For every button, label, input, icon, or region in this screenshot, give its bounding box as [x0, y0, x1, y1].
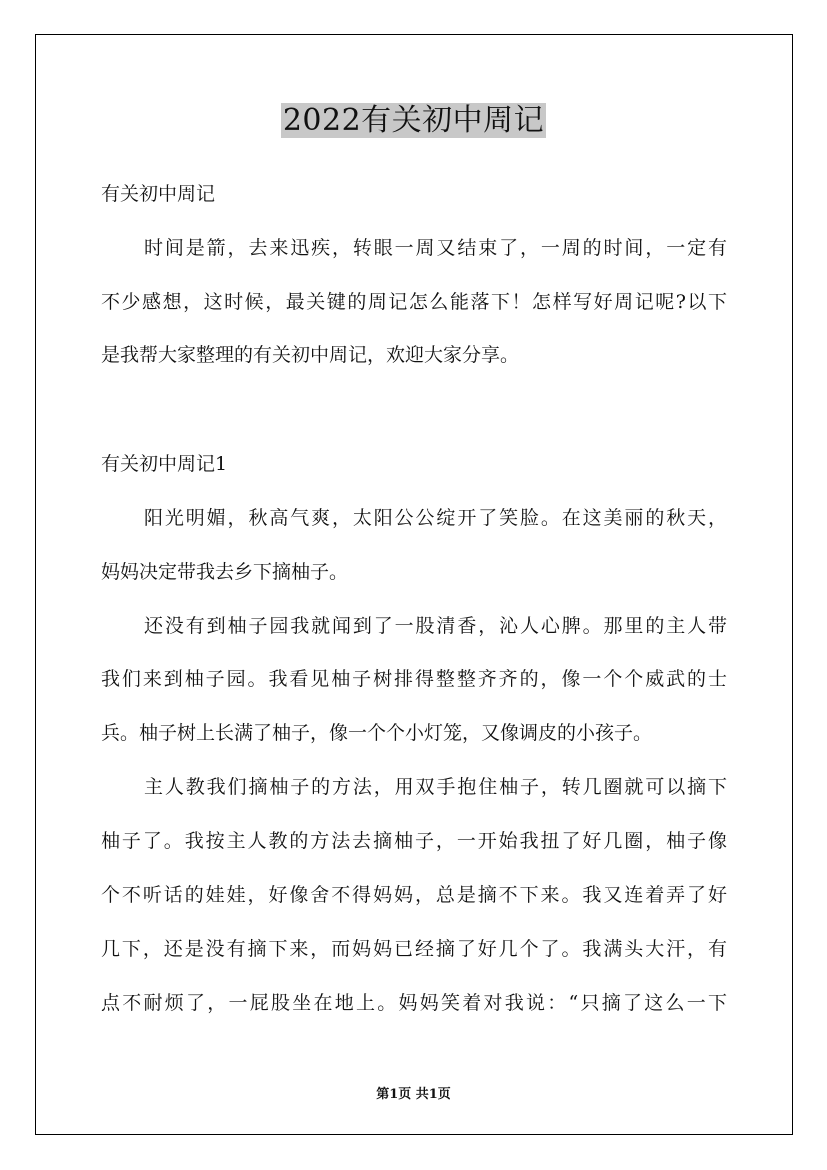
page-number: 第1页 共1页: [376, 1087, 451, 1102]
paragraph-line: 还没有到柚子园我就闻到了一股清香，沁人心脾。那里的主人带: [144, 615, 727, 637]
paragraph-line: 兵。柚子树上长满了柚子，像一个个小灯笼，又像调皮的小孩子。: [101, 722, 653, 744]
paragraph-line: 柚子了。我按主人教的方法去摘柚子，一开始我扭了好几圈，柚子像: [101, 830, 727, 852]
intro-line: 不少感想，这时候，最关键的周记怎么能落下！怎样写好周记呢?以下: [101, 291, 727, 313]
main-heading: 有关初中周记: [101, 183, 216, 205]
page-footer: [0, 1083, 827, 1102]
intro-line: 是我帮大家整理的有关初中周记，欢迎大家分享。: [101, 344, 520, 366]
paragraph-line: 主人教我们摘柚子的方法，用双手抱住柚子，转几圈就可以摘下: [144, 776, 727, 798]
paragraph-line: 点不耐烦了，一屁股坐在地上。妈妈笑着对我说：“只摘了这么一下: [101, 992, 727, 1014]
document-title: 2022有关初中周记: [282, 103, 545, 138]
section-heading: 有关初中周记1: [101, 453, 228, 475]
paragraph-line: 我们来到柚子园。我看见柚子树排得整整齐齐的，像一个个威武的士: [101, 668, 727, 690]
paragraph-line: 阳光明媚，秋高气爽，太阳公公绽开了笑脸。在这美丽的秋天，: [144, 507, 727, 529]
paragraph-line: 妈妈决定带我去乡下摘柚子。: [101, 561, 349, 583]
paragraph-line: 个不听话的娃娃，好像舍不得妈妈，总是摘不下来。我又连着弄了好: [101, 884, 727, 906]
intro-line: 时间是箭，去来迅疾，转眼一周又结束了，一周的时间，一定有: [144, 237, 727, 259]
paragraph-line: 几下，还是没有摘下来，而妈妈已经摘了好几个了。我满头大汗，有: [101, 938, 727, 960]
document-title-wrap: [0, 100, 827, 142]
